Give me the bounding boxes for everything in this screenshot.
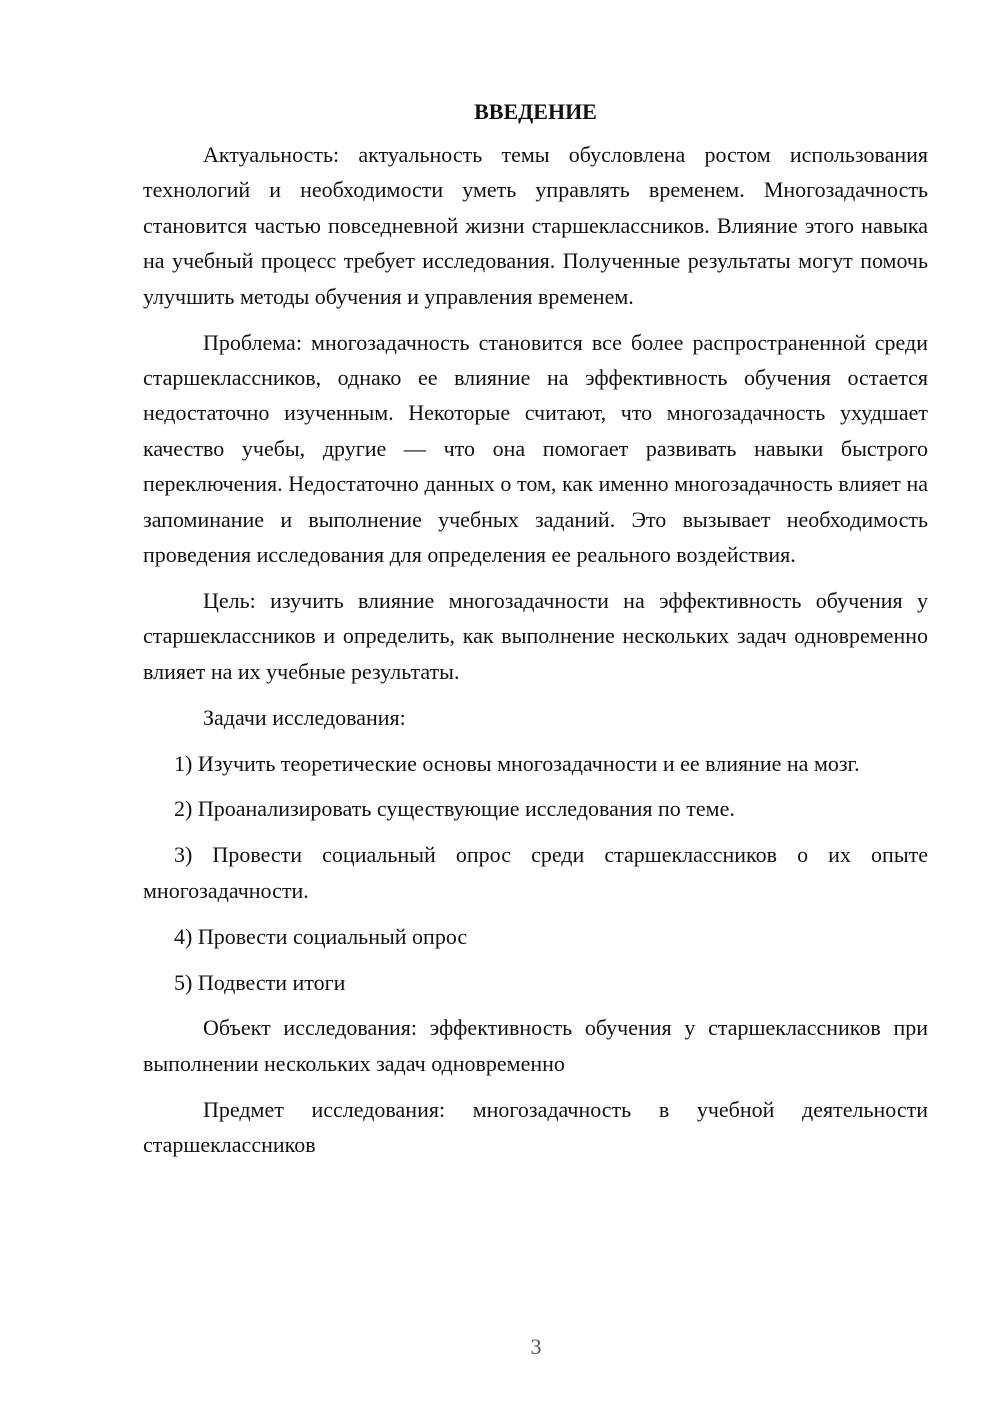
task-item-5: 5) Подвести итоги (174, 969, 346, 995)
relevance-paragraph: Актуальность: актуальность темы обусловлена ростом использования технологий и необходимости уметь управлять временем. Многозадачность становится частью повседневной жизни старшеклассников. Влияние этого навыка на учебный процесс требует исследования. Полученные результаты могут помочь улучшить методы обучения и управления временем. (143, 142, 928, 309)
task-item-1: 1) Изучить теоретические основы многозадачности и ее влияние на мозг. (174, 750, 860, 776)
object-paragraph: Объект исследования: эффективность обучения у старшеклассников при выполнении нескольких задач одновременно (143, 1015, 928, 1076)
task-item-4: 4) Провести социальный опрос (174, 923, 468, 949)
page-number: 3 (530, 1334, 542, 1359)
goal-paragraph: Цель: изучить влияние многозадачности на эффективность обучения у старшеклассников и определить, как выполнение нескольких задач одновременно влияет на их учебные результаты. (143, 587, 928, 684)
task-item-3: 3) Провести социальный опрос среди старшеклассников о их опыте многозадачности. (143, 842, 928, 903)
task-item-2: 2) Проанализировать существующие исследования по теме. (174, 796, 735, 822)
tasks-heading: Задачи исследования: (203, 704, 406, 730)
page-title: ВВЕДЕНИЕ (474, 99, 597, 124)
page-content (143, 94, 928, 1173)
problem-paragraph: Проблема: многозадачность становится все более распространенной среди старшеклассников, однако ее влияние на эффективность обучения остается недостаточно изученным. Некоторые считают, что многозадачность ухудшает качество учебы, другие — что она помогает развивать навыки быстрого переключения. Недостаточно данных о том, как именно многозадачность влияет на запоминание и выполнение учебных заданий. Это вызывает необходимость проведения исследования для определения ее реального воздействия. (143, 329, 928, 567)
subject-paragraph: Предмет исследования: многозадачность в учебной деятельности старшеклассников (143, 1096, 928, 1158)
